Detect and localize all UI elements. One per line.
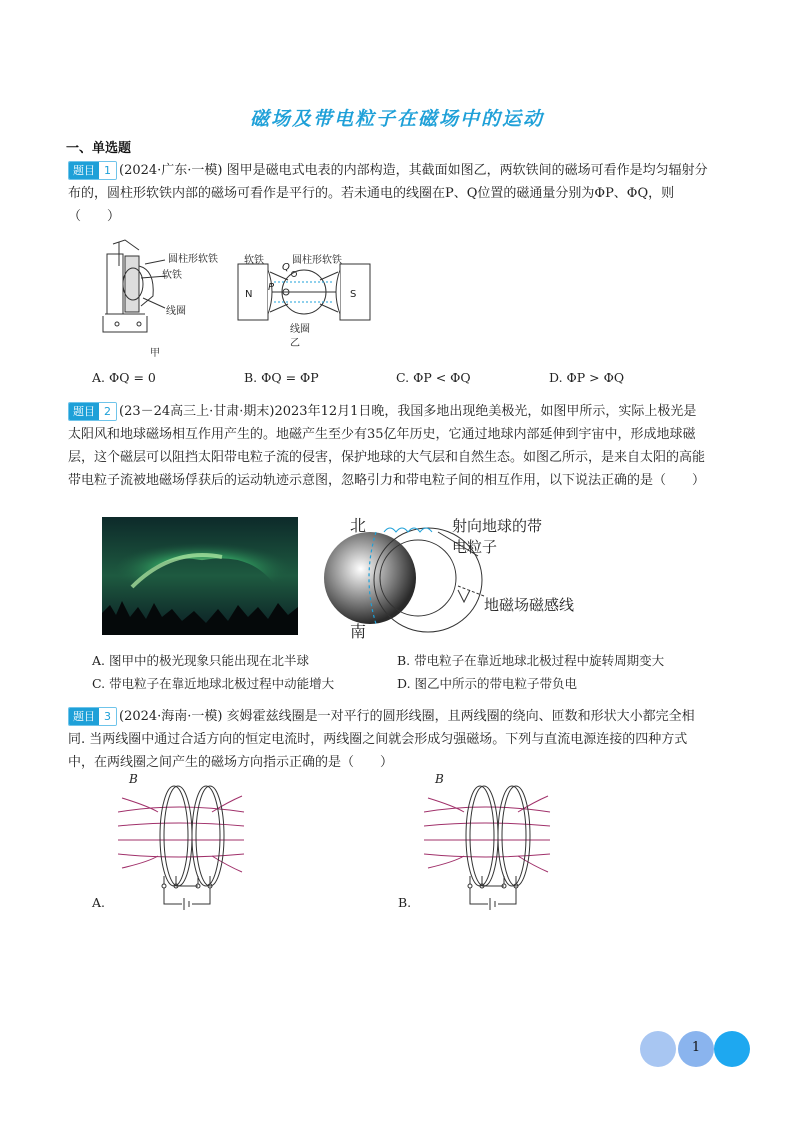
option-d: D. ΦP > ΦQ: [549, 370, 625, 385]
question-tag: [68, 161, 117, 180]
label-coil: 线圈: [166, 306, 186, 317]
helmholtz-figure-b: [424, 772, 554, 910]
label-south: 南: [350, 622, 367, 641]
label-iron-core: 圆柱形软铁: [168, 254, 218, 265]
aurora-photo: [102, 517, 298, 635]
question-3-text: (2024·海南·一模) 亥姆霍兹线圈是一对平行的圆形线圈，且两线圈的绕向、匝数和形状大小都完全相同. 当两线圈中通过合适方向的恒定电流时，两线圈之间就会形成匀强磁场。下列与直流电源连接的四种方式中，在两线圈之间产生的磁场方向指示正确的是（ ）: [68, 709, 695, 770]
label-soft-iron-b: 软铁: [244, 255, 264, 266]
question-1: [68, 159, 708, 228]
question-2-text: (23－24高三上·甘肃·期末)2023年12月1日晚，我国多地出现绝美极光，如图甲所示，实际上极光是太阳风和地球磁场相互作用产生的。地磁产生至少有35亿年历史，它通过地球内部延伸到宇宙中，形成地球磁层，这个磁层可以阻挡太阳带电粒子流的侵害，保护地球的大气层和自然生态。如图乙所示，是来自太阳的高能带电粒子流被地磁场俘获后的运动轨迹示意图，忽略引力和带电粒子间的相互作用，以下说法正确的是（ ）: [68, 404, 706, 488]
question-number: 1: [99, 162, 116, 179]
option-a: A.: [92, 895, 106, 910]
question-2: [68, 400, 708, 492]
option-d: D. 图乙中所示的带电粒子带负电: [397, 676, 578, 691]
label-p: P: [268, 282, 275, 293]
label-q: Q: [282, 262, 290, 273]
question-tag: [68, 402, 117, 421]
question-tag-label: 题目: [69, 162, 99, 179]
question-tag: [68, 707, 117, 726]
question-1-text: (2024·广东·一模) 图甲是磁电式电表的内部构造，其截面如图乙，两软铁间的磁场可看作是均匀辐射分布的，圆柱形软铁内部的磁场可看作是平行的。若未通电的线圈在P、Q位置的磁通量分别为ΦP、ΦQ，则（ ）: [68, 163, 708, 224]
helmholtz-figure-a: [118, 772, 248, 910]
label-soft-iron: 软铁: [162, 270, 182, 281]
option-c: C. 带电粒子在靠近地球北极过程中动能增大: [92, 676, 335, 691]
label-iron-core-b: 圆柱形软铁: [292, 255, 342, 266]
label-field-lines: 地磁场磁感线: [484, 596, 575, 614]
figure-caption: 甲: [150, 348, 160, 359]
option-a: A. 图甲中的极光现象只能出现在北半球: [92, 653, 309, 668]
label-north: 北: [350, 516, 367, 535]
page-number: 1: [691, 1040, 701, 1055]
option-b: B. 带电粒子在靠近地球北极过程中旋转周期变大: [397, 653, 665, 668]
field-label-a: B: [129, 772, 138, 786]
figure-caption-b: 乙: [290, 338, 300, 349]
option-a: A. ΦQ = 0: [92, 370, 156, 385]
field-label-b: B: [435, 772, 444, 786]
option-b: B. ΦQ = ΦP: [244, 370, 319, 385]
label-s: S: [350, 289, 357, 300]
question-number: 2: [99, 403, 116, 420]
option-b: B.: [398, 895, 412, 910]
section-heading: 一、单选题: [66, 141, 132, 156]
option-c: C. ΦP < ΦQ: [396, 370, 471, 385]
question-3: [68, 705, 708, 774]
question-tag-label: 题目: [69, 708, 99, 725]
page-title: 磁场及带电粒子在磁场中的运动: [249, 108, 544, 130]
question-number: 3: [99, 708, 116, 725]
question-tag-label: 题目: [69, 403, 99, 420]
label-n: N: [245, 289, 253, 300]
label-coil-b: 线圈: [290, 324, 310, 335]
label-particles: 射向地球的带电粒子: [452, 517, 543, 556]
